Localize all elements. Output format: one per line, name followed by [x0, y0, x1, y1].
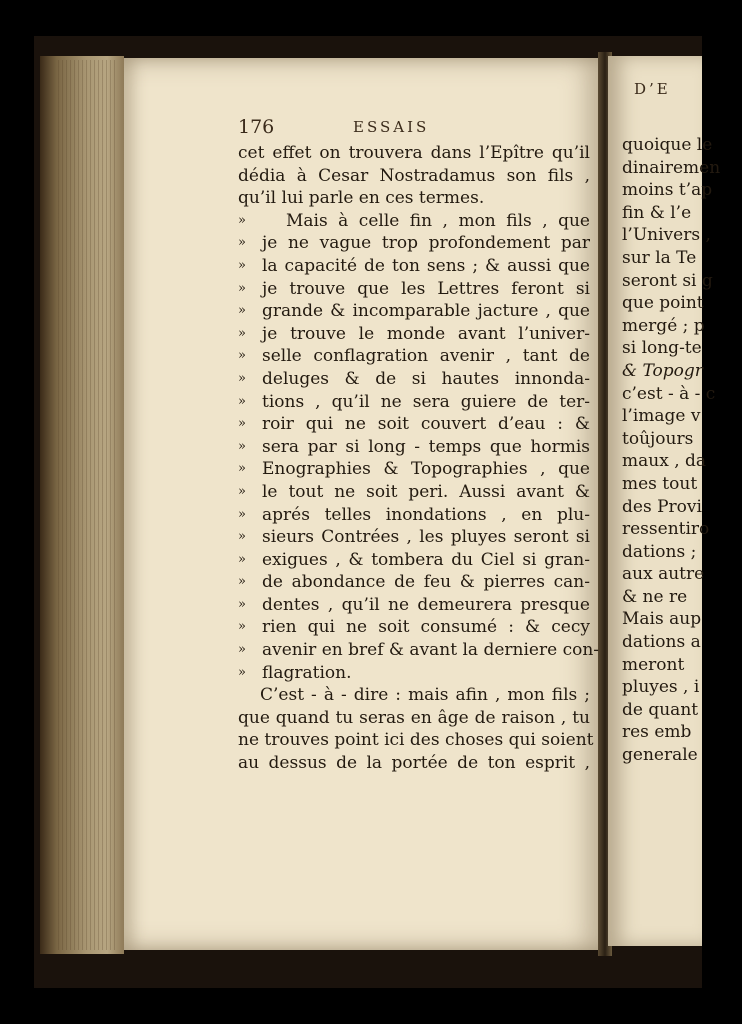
text-line — [238, 549, 590, 572]
right-text-line: pluyes , i — [622, 677, 700, 698]
text-line — [238, 662, 590, 685]
quote-mark: » — [238, 370, 246, 386]
quote-mark: » — [238, 280, 246, 296]
line-text: la capacité de ton sens ; & aussi que — [262, 255, 590, 276]
right-text-line: ressentiro — [622, 519, 710, 540]
line-text: roir qui ne soit couvert d’eau : & — [262, 414, 590, 435]
right-text-line: generale — [622, 745, 698, 766]
page-number: 176 — [238, 116, 275, 138]
text-line — [238, 504, 590, 527]
left-page-text — [238, 142, 600, 775]
line-text: je trouve que les Lettres feront si — [262, 278, 590, 299]
right-text-line: & Topogr — [622, 360, 703, 381]
text-line — [238, 458, 590, 481]
page-edge-texture — [58, 60, 118, 950]
line-text: le tout ne soit peri. Aussi avant & — [262, 481, 590, 502]
quote-mark: » — [238, 574, 246, 590]
right-running-head: D’E — [634, 80, 671, 98]
line-text: sera par si long - temps que hormis — [262, 436, 590, 457]
text-line — [238, 436, 590, 459]
text-line — [238, 278, 590, 301]
line-text: dentes , qu’il ne demeurera presque — [262, 594, 590, 615]
right-text-line: l’image v — [622, 406, 701, 427]
right-text-line: dinairemen — [622, 157, 721, 178]
right-text-line: l’Univers , — [622, 225, 711, 246]
quote-mark: » — [238, 438, 246, 454]
text-line — [238, 300, 590, 323]
text-line — [238, 616, 590, 639]
text-line — [238, 323, 590, 346]
right-text-line: que point — [622, 293, 704, 314]
line-text: tions , qu’il ne sera guiere de ter- — [262, 391, 590, 412]
line-text: aprés telles inondations , en plu- — [262, 504, 590, 525]
line-text: exigues , & tombera du Ciel si gran- — [262, 549, 590, 570]
line-text: selle conflagration avenir , tant de — [262, 346, 590, 367]
right-page — [608, 56, 721, 946]
line-text: flagration. — [262, 662, 352, 683]
quote-mark: » — [238, 212, 246, 228]
quote-mark: » — [238, 551, 246, 567]
line-text: au dessus de la portée de ton esprit , — [238, 753, 590, 774]
right-text-line: Mais aup — [622, 609, 702, 630]
quote-mark: » — [238, 257, 246, 273]
quote-mark: » — [238, 529, 246, 545]
right-text-line: dations ; — [622, 541, 697, 562]
right-text-line: & ne re — [622, 586, 688, 607]
quote-mark: » — [238, 303, 246, 319]
text-line — [238, 639, 600, 662]
line-text: avenir en bref & avant la derniere con- — [262, 640, 600, 661]
quote-mark: » — [238, 664, 246, 680]
text-line — [238, 571, 590, 594]
text-line — [238, 707, 590, 730]
line-text: qu’il lui parle en ces termes. — [238, 188, 485, 209]
text-line — [238, 187, 590, 210]
line-text: dédia à Cesar Nostradamus son fils , — [238, 165, 590, 186]
line-text: sieurs Contrées , les pluyes seront si — [262, 527, 590, 548]
quote-mark: » — [238, 461, 246, 477]
right-text-line: c’est - à - c — [622, 383, 716, 404]
line-text: rien qui ne soit consumé : & cecy — [262, 617, 590, 638]
text-line — [238, 232, 590, 255]
quote-mark: » — [238, 506, 246, 522]
line-text: ne trouves point ici des choses qui soient — [238, 730, 594, 751]
right-text-line: meront — [622, 654, 685, 675]
quote-mark: » — [238, 619, 246, 635]
right-text-line: si long-te — [622, 338, 702, 359]
quote-mark: » — [238, 483, 246, 499]
quote-mark: » — [238, 596, 246, 612]
right-text-line: fin & l’e — [622, 202, 692, 223]
right-text-line: quoique le — [622, 135, 713, 155]
line-text: C’est - à - dire : mais afin , mon fils ; — [260, 685, 590, 706]
text-line — [238, 413, 590, 436]
right-text-line: mes tout — [622, 473, 698, 494]
line-text: deluges & de si hautes innonda- — [262, 368, 590, 389]
right-text-line: aux autre — [622, 564, 705, 585]
line-text: je trouve le monde avant l’univer- — [262, 323, 590, 344]
quote-mark: » — [238, 416, 246, 432]
text-line — [238, 255, 590, 278]
quote-mark: » — [238, 348, 246, 364]
line-text: Enographies & Topographies , que — [262, 459, 590, 480]
right-text-line: res emb — [622, 722, 692, 743]
right-page-text — [622, 134, 742, 767]
quote-mark: » — [238, 393, 246, 409]
right-text-line: moins t’ap — [622, 180, 713, 201]
text-line — [238, 526, 590, 549]
quote-mark: » — [238, 235, 246, 251]
right-text-line: seront si g — [622, 270, 713, 291]
text-line — [238, 142, 590, 165]
right-text-line: toûjours — [622, 428, 694, 449]
text-line — [238, 368, 590, 391]
right-text-line: de quant — [622, 699, 699, 720]
right-text-line: maux , da — [622, 451, 707, 472]
line-text: Mais à celle fin , mon fils , que — [286, 210, 590, 231]
line-text: je ne vague trop profondement par — [262, 233, 590, 254]
text-line — [238, 210, 590, 233]
right-text-line: mergé ; p — [622, 315, 705, 336]
text-line — [238, 345, 590, 368]
text-line — [238, 684, 590, 707]
line-text: de abondance de feu & pierres can- — [262, 572, 590, 593]
text-line — [238, 594, 590, 617]
line-text: que quand tu seras en âge de raison , tu — [238, 707, 590, 728]
right-text-line: sur la Te — [622, 247, 697, 268]
line-text: grande & incomparable jacture , que — [262, 301, 590, 322]
text-line — [238, 752, 590, 775]
right-text-line: des Provi — [622, 496, 702, 517]
running-head: ESSAIS — [353, 118, 430, 136]
text-line — [238, 481, 590, 504]
quote-mark: » — [238, 642, 246, 658]
text-line — [238, 729, 594, 752]
line-text: cet effet on trouvera dans l’Epître qu’il — [238, 143, 590, 163]
quote-mark: » — [238, 325, 246, 341]
text-line — [238, 391, 590, 414]
left-page-header — [238, 116, 588, 142]
right-text-line: dations a — [622, 632, 701, 653]
text-line — [238, 165, 590, 188]
